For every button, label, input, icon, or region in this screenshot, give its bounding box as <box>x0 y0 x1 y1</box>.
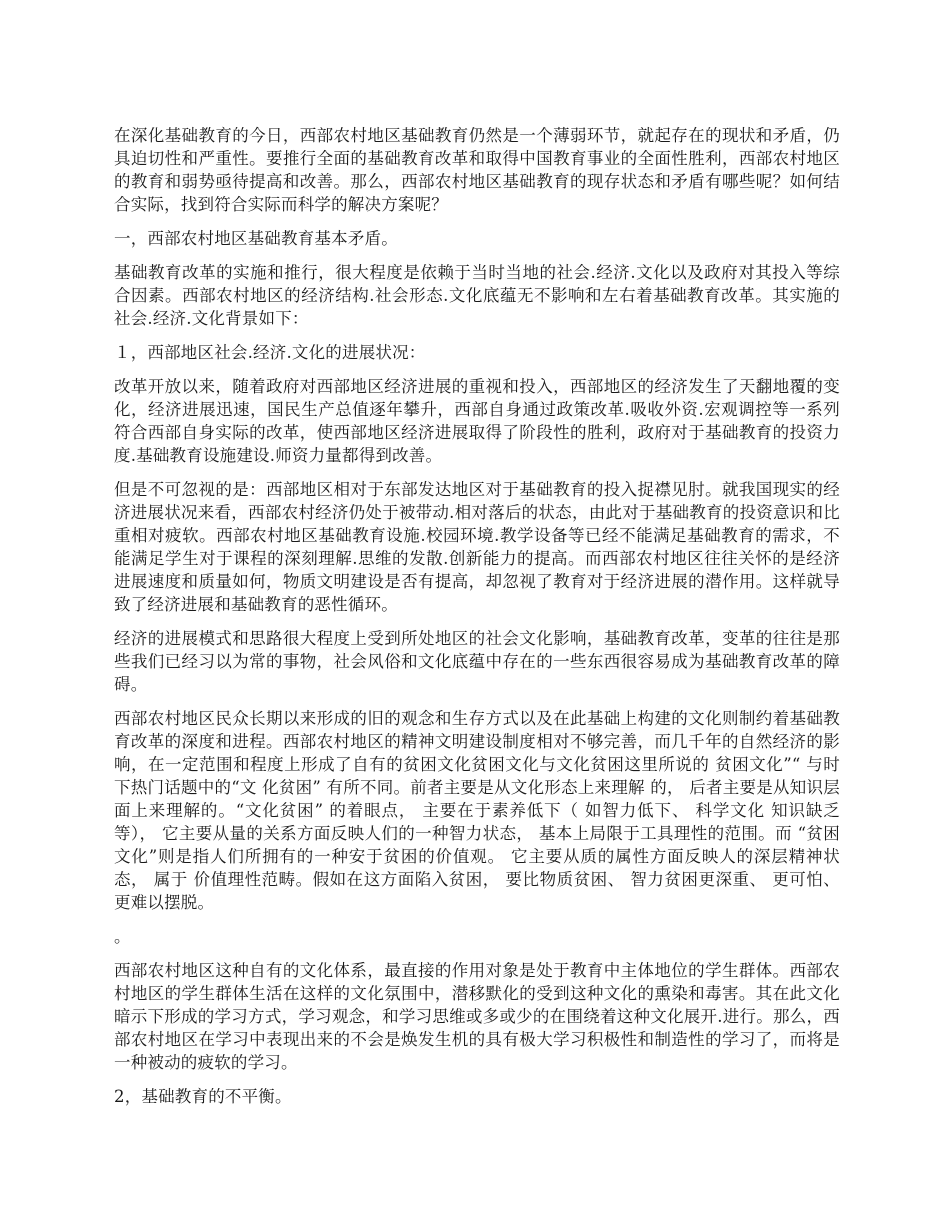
subsection-heading-1: １，西部地区社会.经济.文化的进展状况： <box>114 343 426 362</box>
section-heading-1: 一，西部农村地区基础教育基本矛盾。 <box>114 229 398 248</box>
body-paragraph: 但是不可忽视的是：西部地区相对于东部发达地区对于基础教育的投入捉襟见肘。就我国现实的经济进展状况来看，西部农村经济仍处于被带动.相对落后的状态，由此对于基础教育的投资意识和比重相对疲软。西部农村地区基础教育设施.校园环境.教学设备等已经不能满足基础教育的需求，不能满足学生对于课程的深刻理解.思维的发散.创新能力的提高。而西部农村地区往往关怀的是经济进展速度和质量如何，物质文明建设是否有提高，却忽视了教育对于经济进展的潜作用。这样就导致了经济进展和基础教育的恶性循环。 <box>114 480 840 614</box>
subsection-heading-2: 2，基础教育的不平衡。 <box>114 1087 292 1106</box>
document-body <box>114 124 840 1119</box>
intro-paragraph: 在深化基础教育的今日，西部农村地区基础教育仍然是一个薄弱环节，就起存在的现状和矛盾，仍具迫切性和严重性。要推行全面的基础教育改革和取得中国教育事业的全面性胜利，西部农村地区的教育和弱势亟待提高和改善。那么，西部农村地区基础教育的现存状态和矛盾有哪些呢？如何结合实际，找到符合实际而科学的解决方案呢？ <box>114 126 840 214</box>
body-paragraph: 基础教育改革的实施和推行，很大程度是依赖于当时当地的社会.经济.文化以及政府对其投入等综合因素。西部农村地区的经济结构.社会形态.文化底蕴无不影响和左右着基础教育改革。其实施的社会.经济.文化背景如下： <box>114 263 840 328</box>
body-paragraph: 改革开放以来，随着政府对西部地区经济进展的重视和投入，西部地区的经济发生了天翻地覆的变化，经济进展迅速，国民生产总值逐年攀升，西部自身通过政策改革.吸收外资.宏观调控等一系列符合西部自身实际的改革，使西部地区经济进展取得了阶段性的胜利，政府对于基础教育的投资力度.基础教育设施建设.师资力量都得到改善。 <box>114 377 840 465</box>
body-paragraph: 经济的进展模式和思路很大程度上受到所处地区的社会文化影响，基础教育改革，变革的往往是那些我们已经习以为常的事物，社会风俗和文化底蕴中存在的一些东西很容易成为基础教育改革的障碍。 <box>114 629 840 694</box>
separator-mark: 。 <box>114 927 131 946</box>
body-paragraph: 西部农村地区这种自有的文化体系，最直接的作用对象是处于教育中主体地位的学生群体。西部农村地区的学生群体生活在这样的文化氛围中，潜移默化的受到这种文化的熏染和毒害。其在此文化暗示下形成的学习方式，学习观念，和学习思维或多或少的在围绕着这种文化展开.进行。那么，西部农村地区在学习中表现出来的不会是焕发生机的具有极大学习积极性和制造性的学习了，而将是一种被动的疲软的学习。 <box>114 961 840 1072</box>
body-paragraph: 西部农村地区民众长期以来形成的旧的观念和生存方式以及在此基础上构建的文化则制约着基础教育改革的深度和进程。西部农村地区的精神文明建设制度相对不够完善，而几千年的自然经济的影响，在一定范围和程度上形成了自有的贫困文化贫困文化与文化贫困这里所说的 贫困文化”“ 与时下热门话题中的“文 化贫困” 有所不同。前者主要是从文化形态上来理解 的， 后者主要是从知识层面上来理解的。“文化贫困” 的着眼点， 主要在于素养低下（ 如智力低下、 科学文化 知识缺乏等）， 它主要从量的关系方面反映人们的一种智力状态， 基本上局限于工具理性的范围。而 “贫困 文化”则是指人们所拥有的一种安于贫困的价值观。 它主要从质的属性方面反映人的深层精神状态， 属于 价值理性范畴。假如在这方面陷入贫困， 要比物质贫困、 智力贫困更深重、 更可怕、 更难以摆脱。 <box>114 709 840 912</box>
